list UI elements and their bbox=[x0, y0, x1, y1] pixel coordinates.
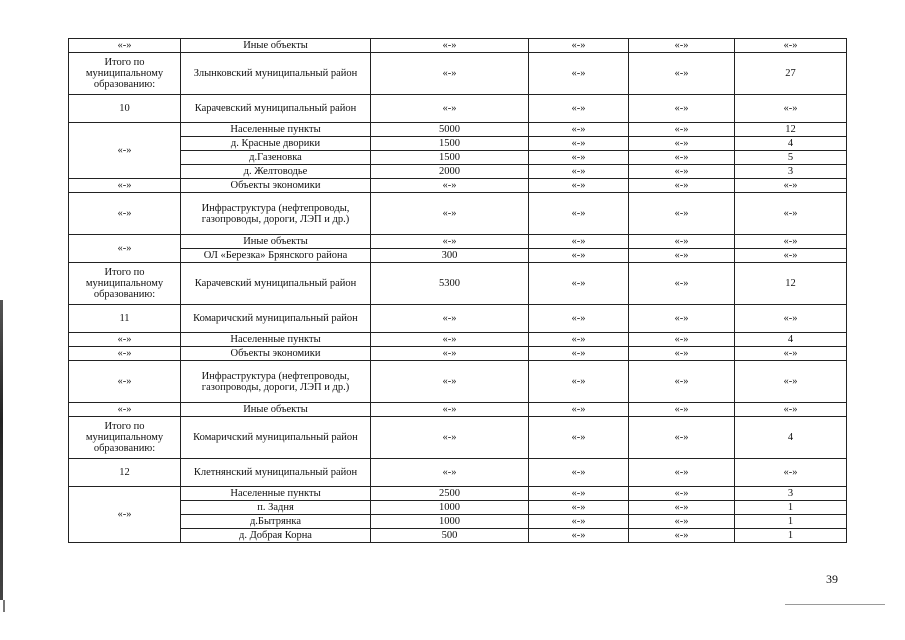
cell-value: «-» bbox=[529, 235, 629, 249]
cell-value: «-» bbox=[629, 501, 735, 515]
cell-region-number: «-» bbox=[69, 361, 181, 403]
cell-value: «-» bbox=[371, 95, 529, 123]
cell-object-name: д. Красные дворики bbox=[181, 137, 371, 151]
cell-value: «-» bbox=[529, 179, 629, 193]
cell-value: «-» bbox=[529, 347, 629, 361]
cell-value: «-» bbox=[529, 305, 629, 333]
cell-value: «-» bbox=[735, 305, 847, 333]
cell-object-name: Инфраструктура (нефтепроводы, газопроводы, дороги, ЛЭП и др.) bbox=[181, 193, 371, 235]
cell-value: «-» bbox=[371, 179, 529, 193]
cell-value: «-» bbox=[629, 53, 735, 95]
cell-value: «-» bbox=[629, 249, 735, 263]
cell-value: «-» bbox=[371, 39, 529, 53]
table-row bbox=[69, 137, 847, 151]
cell-value: «-» bbox=[735, 95, 847, 123]
cell-value: «-» bbox=[629, 151, 735, 165]
table-row bbox=[69, 347, 847, 361]
cell-value: «-» bbox=[629, 123, 735, 137]
cell-value: «-» bbox=[371, 235, 529, 249]
cell-value: «-» bbox=[629, 515, 735, 529]
cell-value: «-» bbox=[371, 361, 529, 403]
cell-value: «-» bbox=[371, 305, 529, 333]
cell-value: «-» bbox=[529, 333, 629, 347]
table-row bbox=[69, 179, 847, 193]
cell-value: 4 bbox=[735, 137, 847, 151]
cell-object-name: Иные объекты bbox=[181, 235, 371, 249]
cell-object-name: Комаричский муниципальный район bbox=[181, 417, 371, 459]
cell-value: «-» bbox=[629, 193, 735, 235]
cell-value: «-» bbox=[629, 361, 735, 403]
cell-value: «-» bbox=[529, 39, 629, 53]
cell-value: «-» bbox=[529, 95, 629, 123]
cell-object-name: д. Добрая Корна bbox=[181, 529, 371, 543]
cell-value: «-» bbox=[371, 333, 529, 347]
cell-value: «-» bbox=[735, 39, 847, 53]
cell-object-name: Объекты экономики bbox=[181, 179, 371, 193]
cell-region-number: «-» bbox=[69, 39, 181, 53]
table-row bbox=[69, 361, 847, 403]
cell-value: «-» bbox=[529, 249, 629, 263]
cell-value: «-» bbox=[529, 529, 629, 543]
cell-value: «-» bbox=[735, 347, 847, 361]
cell-region-number: «-» bbox=[69, 403, 181, 417]
cell-object-name: Населенные пункты bbox=[181, 333, 371, 347]
cell-value: «-» bbox=[371, 403, 529, 417]
table-row bbox=[69, 333, 847, 347]
cell-value: 3 bbox=[735, 165, 847, 179]
cell-value: 500 bbox=[371, 529, 529, 543]
cell-value: 1000 bbox=[371, 515, 529, 529]
cell-region-number: 10 bbox=[69, 95, 181, 123]
cell-value: «-» bbox=[629, 39, 735, 53]
cell-value: «-» bbox=[529, 193, 629, 235]
cell-value: «-» bbox=[529, 403, 629, 417]
cell-value: «-» bbox=[529, 137, 629, 151]
cell-region-number: «-» bbox=[69, 235, 181, 263]
cell-value: «-» bbox=[629, 95, 735, 123]
cell-value: 5000 bbox=[371, 123, 529, 137]
scan-edge-mark bbox=[0, 300, 3, 600]
cell-value: 1 bbox=[735, 529, 847, 543]
cell-value: «-» bbox=[629, 403, 735, 417]
cell-region-number: «-» bbox=[69, 487, 181, 543]
cell-value: «-» bbox=[629, 235, 735, 249]
cell-object-name: Карачевский муниципальный район bbox=[181, 263, 371, 305]
cell-value: 1500 bbox=[371, 151, 529, 165]
table-row bbox=[69, 263, 847, 305]
table-row bbox=[69, 403, 847, 417]
cell-value: 300 bbox=[371, 249, 529, 263]
cell-region-number: Итого по муниципальному образованию: bbox=[69, 263, 181, 305]
table-row bbox=[69, 123, 847, 137]
cell-value: «-» bbox=[371, 347, 529, 361]
cell-object-name: Инфраструктура (нефтепроводы, газопроводы, дороги, ЛЭП и др.) bbox=[181, 361, 371, 403]
table-row bbox=[69, 515, 847, 529]
cell-value: 1000 bbox=[371, 501, 529, 515]
cell-value: 12 bbox=[735, 123, 847, 137]
cell-value: «-» bbox=[629, 347, 735, 361]
cell-object-name: Объекты экономики bbox=[181, 347, 371, 361]
cell-value: «-» bbox=[629, 417, 735, 459]
cell-value: «-» bbox=[529, 263, 629, 305]
cell-value: 3 bbox=[735, 487, 847, 501]
footer-line bbox=[785, 604, 885, 605]
cell-value: «-» bbox=[529, 123, 629, 137]
cell-value: «-» bbox=[629, 137, 735, 151]
cell-value: «-» bbox=[529, 361, 629, 403]
cell-value: «-» bbox=[371, 53, 529, 95]
cell-value: 4 bbox=[735, 417, 847, 459]
cell-value: 5 bbox=[735, 151, 847, 165]
cell-value: «-» bbox=[735, 403, 847, 417]
cell-value: «-» bbox=[371, 193, 529, 235]
cell-region-number: «-» bbox=[69, 347, 181, 361]
table-row bbox=[69, 501, 847, 515]
cell-region-number: 11 bbox=[69, 305, 181, 333]
cell-value: 1 bbox=[735, 515, 847, 529]
cell-object-name: Иные объекты bbox=[181, 39, 371, 53]
cell-value: 1500 bbox=[371, 137, 529, 151]
cell-value: «-» bbox=[629, 333, 735, 347]
cell-value: «-» bbox=[735, 235, 847, 249]
cell-value: «-» bbox=[529, 459, 629, 487]
cell-value: «-» bbox=[629, 179, 735, 193]
cell-value: «-» bbox=[735, 179, 847, 193]
cell-value: «-» bbox=[629, 459, 735, 487]
cell-value: «-» bbox=[529, 165, 629, 179]
cell-region-number: Итого по муниципальному образованию: bbox=[69, 53, 181, 95]
table-row bbox=[69, 95, 847, 123]
cell-region-number: «-» bbox=[69, 123, 181, 179]
cell-value: «-» bbox=[629, 165, 735, 179]
table-row bbox=[69, 305, 847, 333]
cell-value: 2000 bbox=[371, 165, 529, 179]
cell-value: «-» bbox=[371, 459, 529, 487]
cell-region-number: «-» bbox=[69, 333, 181, 347]
cell-object-name: ОЛ «Березка» Брянского района bbox=[181, 249, 371, 263]
cell-value: 4 bbox=[735, 333, 847, 347]
cell-value: «-» bbox=[735, 249, 847, 263]
cell-value: «-» bbox=[735, 459, 847, 487]
cell-value: 27 bbox=[735, 53, 847, 95]
cell-value: «-» bbox=[529, 515, 629, 529]
table-row bbox=[69, 529, 847, 543]
cell-object-name: Иные объекты bbox=[181, 403, 371, 417]
cell-region-number: «-» bbox=[69, 193, 181, 235]
table-row bbox=[69, 249, 847, 263]
cell-value: «-» bbox=[735, 193, 847, 235]
cell-object-name: Злынковский муниципальный район bbox=[181, 53, 371, 95]
cell-value: 1 bbox=[735, 501, 847, 515]
cell-value: «-» bbox=[529, 53, 629, 95]
table-row bbox=[69, 459, 847, 487]
table-row bbox=[69, 39, 847, 53]
cell-object-name: Комаричский муниципальный район bbox=[181, 305, 371, 333]
cell-value: «-» bbox=[735, 361, 847, 403]
cell-object-name: д.Бытрянка bbox=[181, 515, 371, 529]
table-row bbox=[69, 193, 847, 235]
cell-value: «-» bbox=[529, 151, 629, 165]
cell-region-number: Итого по муниципальному образованию: bbox=[69, 417, 181, 459]
cell-object-name: д.Газеновка bbox=[181, 151, 371, 165]
cell-value: «-» bbox=[629, 487, 735, 501]
cell-value: «-» bbox=[529, 501, 629, 515]
cell-object-name: Карачевский муниципальный район bbox=[181, 95, 371, 123]
cell-value: 2500 bbox=[371, 487, 529, 501]
cell-object-name: Населенные пункты bbox=[181, 123, 371, 137]
cell-region-number: «-» bbox=[69, 179, 181, 193]
cell-object-name: Клетнянский муниципальный район bbox=[181, 459, 371, 487]
cell-value: «-» bbox=[629, 529, 735, 543]
cell-value: «-» bbox=[629, 263, 735, 305]
cell-value: «-» bbox=[529, 487, 629, 501]
cell-value: 5300 bbox=[371, 263, 529, 305]
table-row bbox=[69, 417, 847, 459]
table-row bbox=[69, 165, 847, 179]
cell-value: «-» bbox=[529, 417, 629, 459]
table-row bbox=[69, 235, 847, 249]
scan-dot-mark bbox=[3, 600, 5, 612]
table-row bbox=[69, 53, 847, 95]
cell-object-name: д. Желтоводье bbox=[181, 165, 371, 179]
page-number: 39 bbox=[826, 572, 838, 586]
cell-object-name: Населенные пункты bbox=[181, 487, 371, 501]
table-row bbox=[69, 151, 847, 165]
cell-region-number: 12 bbox=[69, 459, 181, 487]
cell-value: «-» bbox=[371, 417, 529, 459]
cell-object-name: п. Задня bbox=[181, 501, 371, 515]
cell-value: 12 bbox=[735, 263, 847, 305]
cell-value: «-» bbox=[629, 305, 735, 333]
table-row bbox=[69, 487, 847, 501]
document-table bbox=[68, 38, 847, 543]
